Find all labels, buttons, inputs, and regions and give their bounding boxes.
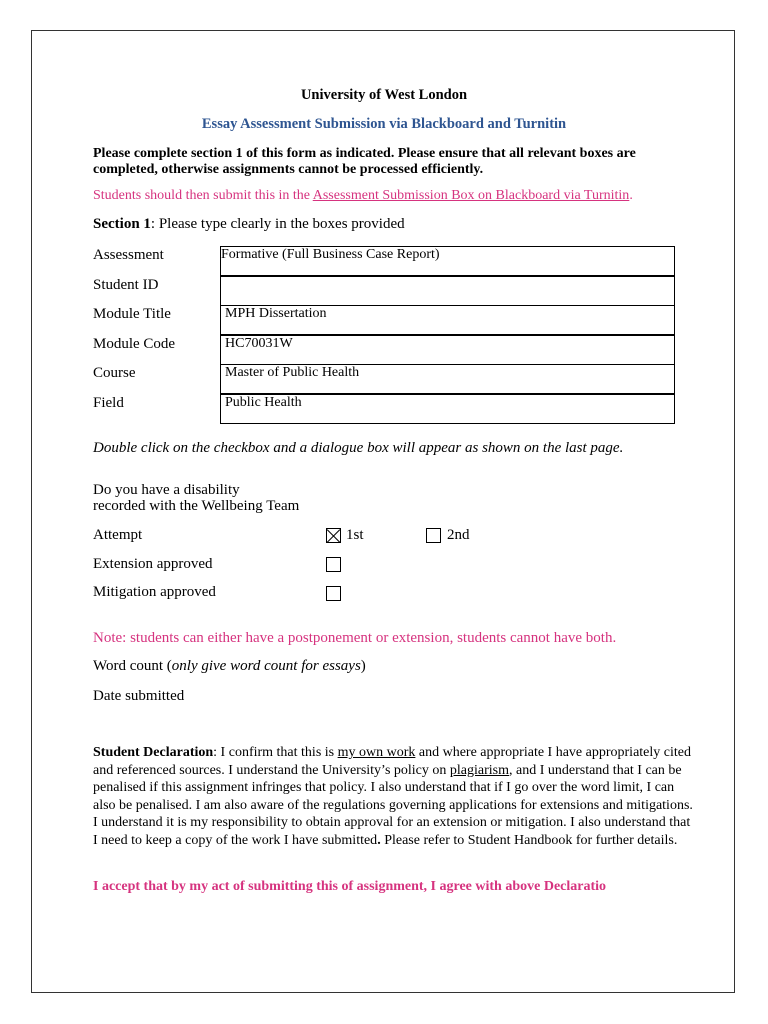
course-field[interactable]: Master of Public Health — [220, 364, 675, 394]
submit-instruction — [93, 188, 633, 204]
assessment-label: Assessment — [93, 247, 164, 263]
form-title: Essay Assessment Submission via Blackboard and Turnitin — [201, 116, 567, 132]
accept-statement: I accept that by my act of submitting this of assignment, I agree with above Declaratio — [93, 879, 607, 894]
module-code-label: Module Code — [93, 336, 176, 352]
student-declaration — [93, 744, 693, 849]
field-field[interactable]: Public Health — [220, 394, 675, 424]
disability-question-line2: recorded with the Wellbeing Team — [93, 498, 300, 514]
module-title-field[interactable]: MPH Dissertation — [220, 305, 675, 335]
mitigation-checkbox[interactable] — [326, 586, 341, 601]
declaration-text-4: Please refer to Student Handbook for further details. — [380, 832, 678, 848]
submission-box-link[interactable]: Assessment Submission Box on Blackboard via Turnitin — [312, 188, 630, 203]
student-id-field[interactable] — [220, 276, 675, 306]
attempt-2nd-checkbox[interactable] — [426, 528, 441, 543]
disability-question — [93, 482, 299, 514]
extension-checkbox[interactable] — [326, 557, 341, 572]
declaration-heading: Student Declaration — [93, 745, 214, 760]
attempt-1st-checkbox[interactable] — [326, 528, 341, 543]
word-count-hint: only give word count for essays — [171, 658, 361, 674]
disability-question-line1: Do you have a disability — [93, 482, 240, 498]
field-label: Field — [93, 395, 124, 411]
declaration-text-2: and where appropriate I have appropriately cited and referenced sources. I understand the University’s policy on — [93, 745, 691, 778]
extension-label: Extension approved — [93, 556, 213, 572]
declaration-text-3: , and I understand that I can be penalised if this assignment infringes that policy. I also understand that if I go over the word limit, I can also be penalised. I am also aware of the regulations governing applications for extensions and mitigations. I understand it is my responsibility to obtain approval for an extension or mitigation. I also understand that I need to keep a copy of the work I have submitted — [93, 762, 693, 848]
date-submitted-label: Date submitted — [93, 688, 185, 704]
submit-suffix: . — [629, 188, 633, 203]
declaration-text-1: : I confirm that this is — [213, 745, 338, 760]
module-title-label: Module Title — [93, 306, 171, 322]
section1-subtitle: : Please type clearly in the boxes provided — [150, 216, 405, 232]
section1-title: Section 1 — [93, 216, 151, 232]
word-count-label — [93, 658, 366, 675]
own-work-term: my own work — [337, 745, 416, 760]
postponement-note: Note: students can either have a postponement or extension, students cannot have both. — [93, 630, 617, 646]
mitigation-label: Mitigation approved — [93, 584, 216, 600]
declaration-period: . — [377, 832, 381, 848]
attempt-1st-label: 1st — [346, 527, 364, 543]
attempt-2nd-label: 2nd — [447, 527, 470, 543]
assessment-field[interactable]: Formative (Full Business Case Report) — [220, 246, 675, 276]
submit-prefix: Students should then submit this in the — [93, 188, 313, 203]
word-count-text: Word count ( — [93, 658, 172, 674]
student-id-label: Student ID — [93, 277, 159, 293]
attempt-label: Attempt — [93, 527, 143, 543]
module-code-field[interactable]: HC70031W — [220, 335, 675, 365]
section1-heading — [93, 216, 405, 233]
course-label: Course — [93, 365, 136, 381]
checkbox-note: Double click on the checkbox and a dialogue box will appear as shown on the last page. — [93, 440, 624, 456]
university-name: University of West London — [300, 87, 468, 103]
word-count-close: ) — [360, 658, 366, 674]
instructions-main: Please complete section 1 of this form as indicated. Please ensure that all relevant boxes are completed, otherwise assignments cannot be processed efficiently. — [93, 146, 636, 177]
plagiarism-term: plagiarism — [449, 762, 509, 778]
